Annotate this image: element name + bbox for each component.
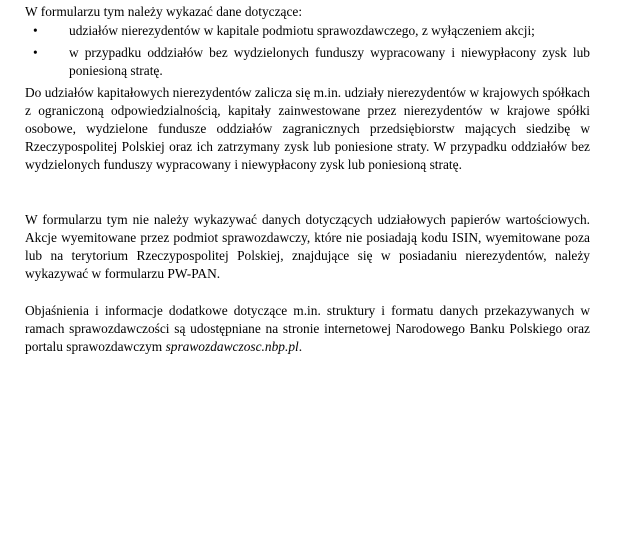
portal-link[interactable]: sprawozdawczosc.nbp.pl bbox=[165, 339, 299, 354]
list-item bbox=[25, 44, 590, 80]
paragraph-exclusions: W formularzu tym nie należy wykazywać danych dotyczących udziałowych papierów wartościowych. Akcje wyemitowane przez podmiot sprawozdawczy, które nie posiadają kodu ISIN, wyemitowane poza lub na terytorium Rzeczypospolitej Polskiej, znajdujące się w posiadaniu nierezydentów, należy wykazywać w formularzu PW-PAN. bbox=[25, 212, 590, 281]
list-item-text: w przypadku oddziałów bez wydzielonych funduszy wypracowany i niewypłacony zysk lub poniesioną stratę. bbox=[69, 45, 590, 78]
paragraph-info-text: Objaśnienia i informacje dodatkowe dotyczące m.in. struktury i formatu danych przekazywanych w ramach sprawozdawczości są udostępniane na stronie internetowej Narodowego Banku Polskiego oraz portalu sprawozdawczym bbox=[25, 303, 590, 354]
intro-text: W formularzu tym należy wykazać dane dotyczące: bbox=[25, 4, 303, 19]
bullet-icon: • bbox=[33, 45, 38, 60]
bullet-list bbox=[25, 22, 590, 84]
paragraph-info bbox=[25, 302, 590, 356]
list-item-text: udziałów nierezydentów w kapitale podmiotu sprawozdawczego, z wyłączeniem akcji; bbox=[69, 23, 535, 38]
list-item bbox=[25, 22, 590, 40]
paragraph-info-end: . bbox=[298, 339, 303, 354]
paragraph-capital-shares: Do udziałów kapitałowych nierezydentów zalicza się m.in. udziały nierezydentów w krajowych spółkach z ograniczoną odpowiedzialnością, kapitały zainwestowane przez nierezydentów w krajowe spółki osobowe, wydzielone fundusze oddziałów zagranicznych przedsiębiorstw mających siedzibę w Rzeczypospolitej Polskiej oraz ich zatrzymany zysk lub poniesione straty. W przypadku oddziałów bez wydzielonych funduszy wypracowany i niewypłacony zysk lub poniesioną stratę. bbox=[25, 85, 590, 172]
bullet-icon: • bbox=[33, 23, 38, 38]
